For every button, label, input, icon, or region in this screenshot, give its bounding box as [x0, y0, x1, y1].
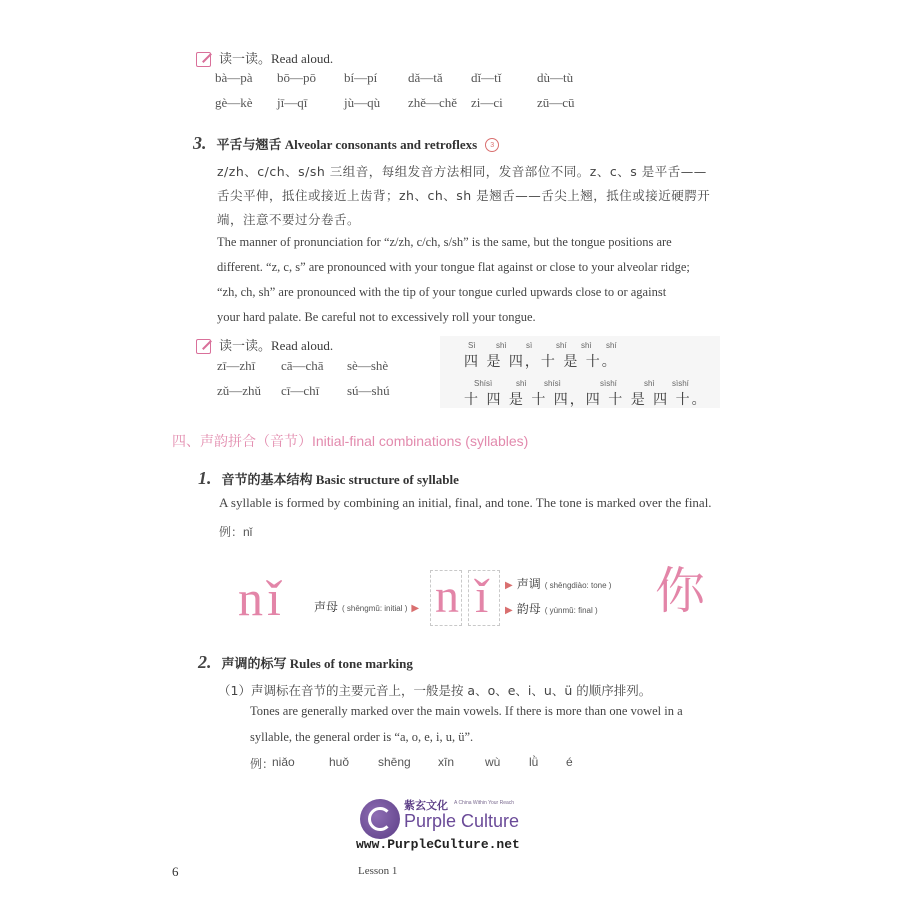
- pinyin-pair: bō—pō: [277, 70, 316, 85]
- page-number: 6: [172, 864, 179, 879]
- final-sub: ( yùnmǔ: final ): [544, 606, 598, 615]
- pinyin-pair: cī—chī: [281, 383, 320, 398]
- final-dashed-box: [468, 570, 500, 626]
- arrow-right-icon: ▶: [505, 605, 513, 616]
- tw-pinyin: shí: [556, 341, 567, 350]
- pinyin-pair: zhě—chě: [408, 95, 458, 110]
- tw-pinyin: shí: [606, 341, 617, 350]
- cn-line: 端，注意不要过分卷舌。: [217, 212, 361, 227]
- section3-number: 3.: [193, 133, 207, 153]
- tw-pinyin: shì: [581, 341, 592, 350]
- arrow-right-icon: ▶: [505, 580, 513, 591]
- pinyin-pair: zǔ—zhǔ: [217, 383, 262, 398]
- example-syllable: niǎo: [272, 755, 295, 769]
- sub1-title: 音节的基本结构 Basic structure of syllable: [221, 472, 459, 487]
- rule-cn: （1）声调标在音节的主要元音上，一般是按 a、o、e、i、u、ü 的顺序排列。: [218, 683, 652, 698]
- tongue-twister-line2-pinyin: [474, 379, 724, 389]
- sub2-heading: [198, 652, 413, 673]
- logo-icon: [360, 799, 400, 839]
- rule-en-1: Tones are generally marked over the main vowels. If there is more than one vowel in a: [250, 704, 683, 718]
- final-label: 韵母: [516, 602, 541, 616]
- section3-en-text: [217, 230, 737, 330]
- section3-heading: [193, 133, 499, 154]
- tone-sub: ( shēngdiào: tone ): [544, 581, 612, 590]
- example-syllable: shēng: [378, 755, 411, 769]
- en-line: The manner of pronunciation for “z/zh, c/ch, s/sh” is the same, but the tongue positions are: [217, 235, 672, 249]
- final-letter: ǐ: [475, 570, 489, 623]
- example-label: 例：: [250, 757, 275, 771]
- tw-pinyin: shísì: [544, 379, 561, 388]
- tw-pinyin: sìshí: [600, 379, 617, 388]
- watermark-cn: 紫玄文化: [404, 799, 448, 812]
- tongue-twister-box: [440, 336, 720, 408]
- rule-en-2: syllable, the general order is “a, o, e, i, u, ü”.: [250, 730, 474, 744]
- cn-line: z/zh、c/ch、s/sh 三组音，每组发音方法相同，发音部位不同。z、c、s 是平舌——: [217, 164, 707, 179]
- pinyin-pair: jù—qù: [344, 95, 381, 110]
- tw-pinyin: sìshí: [672, 379, 689, 388]
- example-syllable: wù: [485, 755, 501, 769]
- example-syllable: é: [566, 755, 573, 769]
- section4-title: 四、声韵拼合（音节）Initial-final combinations (syllables): [172, 433, 529, 449]
- watermark-brand: Purple Culture: [404, 811, 520, 831]
- en-line: different. “z, c, s” are pronounced with your tongue flat against or close to your alveolar ridge;: [217, 260, 690, 274]
- pinyin-pair: dù—tù: [537, 70, 574, 85]
- pinyin-pair: sú—shú: [347, 383, 390, 398]
- tw-pinyin: Shísì: [474, 379, 493, 388]
- pinyin-pair: zū—cū: [537, 95, 575, 110]
- sub2-title: 声调的标写 Rules of tone marking: [221, 656, 413, 671]
- lesson-label: Lesson 1: [358, 865, 398, 877]
- pinyin-pair: jī—qī: [277, 95, 308, 110]
- section3-cn-text: [217, 160, 737, 232]
- tone-examples: [250, 755, 650, 771]
- tw-pinyin: sì: [526, 341, 533, 350]
- tw-pinyin: shì: [516, 379, 527, 388]
- watermark-tagline: A China Within Your Reach: [454, 800, 515, 806]
- arrow-right-icon: ▶: [411, 603, 420, 614]
- pencil-icon: [196, 339, 211, 354]
- initial-dashed-box: [430, 570, 462, 626]
- character-big: 你: [655, 562, 705, 620]
- initial-label-group: [314, 598, 419, 616]
- read-aloud-label: 读一读。Read aloud.: [219, 51, 334, 66]
- final-label-group: [505, 600, 598, 618]
- read-aloud-2: [196, 335, 333, 355]
- en-line: your hard palate. Be careful not to excessively roll your tongue.: [217, 310, 536, 324]
- tone-label: 声调: [516, 577, 541, 591]
- pinyin-pair: zi—ci: [471, 95, 503, 110]
- pinyin-pair: zī—zhī: [217, 358, 256, 373]
- sub1-text: A syllable is formed by combining an initial, final, and tone. The tone is marked over the final.: [219, 495, 712, 510]
- sub1-number: 1.: [198, 468, 212, 488]
- sub1-example: 例：nǐ: [219, 525, 253, 539]
- en-line: “zh, ch, sh” are pronounced with the tip of your tongue curled upwards close to or against: [217, 285, 667, 299]
- sub1-heading: [198, 468, 459, 489]
- audio-track-icon[interactable]: 3: [485, 138, 499, 152]
- tongue-twister-line1: 四 是 四，十 是 十。: [464, 354, 618, 370]
- tw-pinyin: Sì: [468, 341, 476, 350]
- pinyin-pair: cā—chā: [281, 358, 324, 373]
- pencil-icon: [196, 52, 211, 67]
- watermark-logo: [356, 797, 550, 855]
- example-syllable: huǒ: [329, 755, 350, 769]
- read-aloud-label: 读一读。Read aloud.: [219, 338, 334, 353]
- example-syllable: lǜ: [529, 755, 539, 769]
- tongue-twister-line2: 十 四 是 十 四，四 十 是 四 十。: [464, 392, 708, 408]
- section3-title: 平舌与翘舌 Alveolar consonants and retroflexs: [216, 137, 478, 152]
- initial-label: 声母: [314, 600, 339, 614]
- watermark-url: www.PurpleCulture.net: [356, 837, 520, 852]
- read-aloud-1: [196, 48, 333, 68]
- pinyin-pair: dǐ—tǐ: [471, 70, 502, 85]
- example-syllable: xīn: [438, 755, 455, 769]
- cn-line: 舌尖平伸，抵住或接近上齿背；zh、ch、sh 是翘舌——舌尖上翘，抵住或接近硬腭开: [217, 188, 711, 203]
- pinyin-pair: bí—pí: [344, 70, 378, 85]
- tongue-twister-line1-pinyin: [468, 341, 718, 351]
- initial-sub: ( shēngmǔ: initial ): [342, 604, 408, 613]
- pinyin-pair: sè—shè: [347, 358, 389, 373]
- sub2-number: 2.: [198, 652, 212, 672]
- initial-letter: n: [435, 570, 459, 623]
- tone-label-group: [505, 575, 611, 593]
- syllable-big: nǐ: [238, 570, 285, 626]
- pinyin-pair: dǎ—tǎ: [408, 70, 443, 85]
- pinyin-pair: gè—kè: [215, 95, 253, 110]
- tw-pinyin: shì: [644, 379, 655, 388]
- pinyin-pair: bà—pà: [215, 70, 253, 85]
- tw-pinyin: shì: [496, 341, 507, 350]
